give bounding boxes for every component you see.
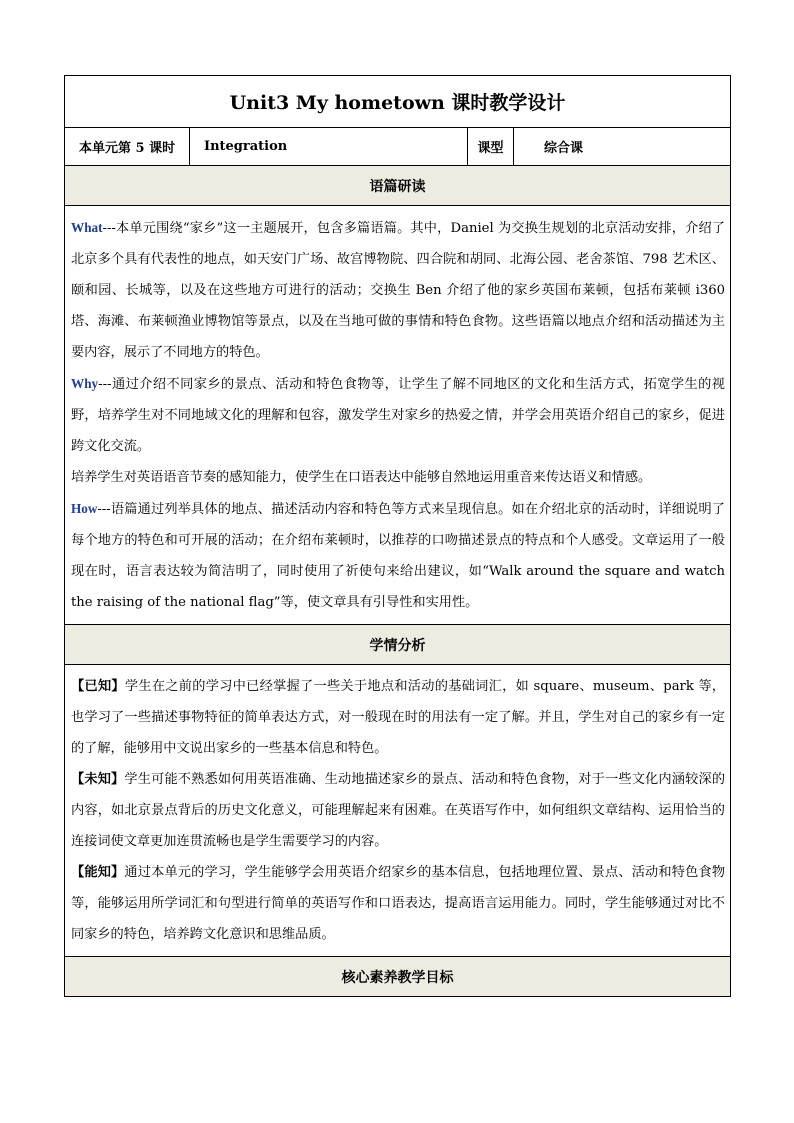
what-paragraph bbox=[71, 212, 725, 368]
why-label: Why bbox=[71, 376, 99, 391]
lesson-topic: Integration bbox=[190, 128, 468, 166]
lesson-plan-table bbox=[64, 75, 731, 997]
known-paragraph bbox=[71, 671, 725, 764]
lesson-type-value: 综合课 bbox=[514, 128, 731, 166]
why-paragraph bbox=[71, 368, 725, 462]
why-text: ---通过介绍不同家乡的景点、活动和特色食物等，让学生了解不同地区的文化和生活方式，拓宽学生的视野，培养学生对不同地域文化的理解和包容，激发学生对家乡的热爱之情，并学会用英语介绍自己的家乡，促进跨文化交流。 bbox=[71, 377, 725, 454]
how-paragraph bbox=[71, 493, 725, 618]
text-study-content bbox=[65, 206, 731, 625]
lesson-plan-sheet bbox=[64, 75, 730, 997]
lesson-number: 本单元第 5 课时 bbox=[65, 128, 190, 166]
what-label: What bbox=[71, 220, 103, 235]
lesson-type-label: 课型 bbox=[468, 128, 514, 166]
analysis-content bbox=[65, 665, 731, 957]
how-text: ---语篇通过列举具体的地点、描述活动内容和特色等方式来呈现信息。如在介绍北京的活动时，详细说明了每个地方的特色和可开展的活动；在介绍布莱顿时，以推荐的口吻描述景点的特点和个人感受。文章运用了一般现在时，语言表达较为简洁明了，同时使用了祈使句来给出建议，如“Walk around the square and watch the raising of the national flag”等，使文章具有引导性和实用性。 bbox=[71, 502, 725, 610]
unknown-text: 学生可能不熟悉如何用英语准确、生动地描述家乡的景点、活动和特色食物，对于一些文化内涵较深的内容，如北京景点背后的历史文化意义，可能理解起来有困难。在英语写作中，如何组织文章结构、运用恰当的连接词使文章更加连贯流畅也是学生需要学习的内容。 bbox=[71, 772, 726, 849]
able-paragraph bbox=[71, 857, 725, 950]
section-heading-analysis: 学情分析 bbox=[65, 625, 731, 665]
meta-row bbox=[65, 128, 731, 166]
how-label: How bbox=[71, 501, 98, 516]
section-heading-goals: 核心素养教学目标 bbox=[65, 957, 731, 997]
known-text: 学生在之前的学习中已经掌握了一些关于地点和活动的基础词汇，如 square、museum、park 等，也学习了一些描述事物特征的简单表达方式，对一般现在时的用法有一定了解。并且，学生对自己的家乡有一定的了解，能够用中文说出家乡的一些基本信息和特色。 bbox=[71, 679, 725, 756]
known-label: 【已知】 bbox=[71, 679, 125, 694]
unknown-paragraph bbox=[71, 764, 725, 857]
able-label: 【能知】 bbox=[71, 865, 125, 880]
extra-paragraph: 培养学生对英语语音节奏的感知能力，使学生在口语表达中能够自然地运用重音来传达语义和情感。 bbox=[71, 470, 652, 485]
able-text: 通过本单元的学习，学生能够学会用英语介绍家乡的基本信息，包括地理位置、景点、活动和特色食物等，能够运用所学词汇和句型进行简单的英语写作和口语表达，提高语言运用能力。同时，学生能够通过对比不同家乡的特色，培养跨文化意识和思维品质。 bbox=[71, 865, 726, 942]
page-title: Unit3 My hometown 课时教学设计 bbox=[65, 76, 731, 128]
what-text: ---本单元围绕“家乡”这一主题展开，包含多篇语篇。其中，Daniel 为交换生规划的北京活动安排，介绍了北京多个具有代表性的地点，如天安门广场、故宫博物院、四合院和胡同、北海公园、老舍茶馆、798 艺术区、颐和园、长城等，以及在这些地方可进行的活动；交换生 Ben 介绍了他的家乡英国布莱顿，包括布莱顿 i360 塔、海滩、布莱顿渔业博物馆等景点，以及在当地可做的事情和特色食物。这些语篇以地点介绍和活动描述为主要内容，展示了不同地方的特色。 bbox=[71, 221, 725, 360]
unknown-label: 【未知】 bbox=[71, 772, 125, 787]
section-heading-text-study: 语篇研读 bbox=[65, 166, 731, 206]
